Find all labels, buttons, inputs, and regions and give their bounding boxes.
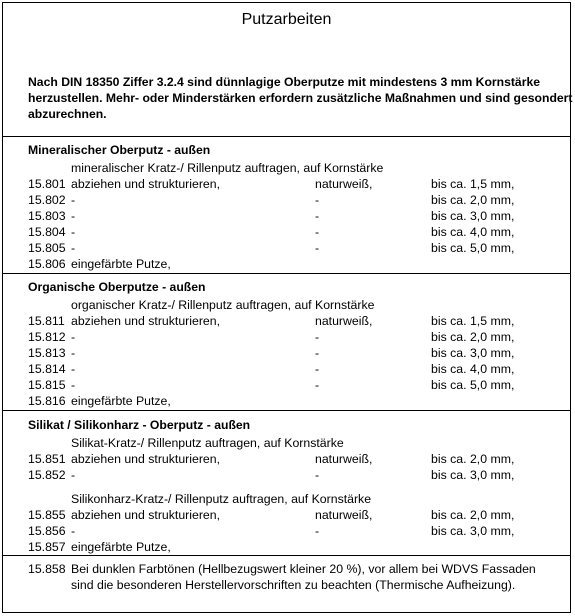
position-row: [3, 507, 570, 523]
position-row: [3, 491, 570, 507]
position-color: -: [315, 378, 320, 392]
position-text: -: [71, 468, 76, 482]
section-divider: [3, 136, 570, 137]
position-row: [3, 361, 570, 377]
position-row: [3, 313, 570, 329]
position-text: organischer Kratz-/ Rillenputz auftragen, auf Kornstärke: [71, 298, 375, 312]
position-row: [3, 393, 570, 409]
position-number: 15.812: [28, 330, 66, 344]
position-text: abziehen und strukturieren,: [71, 314, 221, 328]
section-heading: Silikat / Silikonharz - Oberputz - außen: [28, 418, 251, 432]
position-color: -: [315, 346, 320, 360]
position-number: 15.805: [28, 241, 66, 255]
position-text: eingefärbte Putze,: [71, 257, 171, 271]
position-number: 15.806: [28, 257, 66, 271]
position-text: -: [71, 225, 76, 239]
position-number: 15.851: [28, 452, 66, 466]
position-row: [3, 224, 570, 240]
position-text: -: [71, 362, 76, 376]
section-heading: Mineralischer Oberputz - außen: [28, 143, 211, 157]
position-text: abziehen und strukturieren,: [71, 508, 221, 522]
position-row: [3, 160, 570, 176]
position-grain-size: bis ca. 4,0 mm,: [431, 225, 515, 239]
position-color: naturweiß,: [315, 508, 373, 522]
position-number: 15.801: [28, 177, 66, 191]
position-text: -: [71, 346, 76, 360]
position-color: -: [315, 209, 320, 223]
position-row: [3, 467, 570, 483]
note-line: sind die besonderen Herstellervorschriften zu beachten (Thermische Aufheizung).: [71, 578, 516, 592]
position-row: [3, 240, 570, 256]
position-grain-size: bis ca. 2,0 mm,: [431, 508, 515, 522]
position-text: eingefärbte Putze,: [71, 394, 171, 408]
page-title: Putzarbeiten: [241, 11, 332, 28]
position-text: -: [71, 193, 76, 207]
position-text: Silikonharz-Kratz-/ Rillenputz auftragen, auf Kornstärke: [71, 492, 372, 506]
position-text: -: [71, 209, 76, 223]
note-block: [3, 561, 570, 593]
position-text: eingefärbte Putze,: [71, 540, 171, 554]
position-row: [3, 208, 570, 224]
intro-line: herzustellen. Mehr- oder Minderstärken erfordern zusätzliche Maßnahmen und sind gesondert: [28, 91, 573, 105]
position-grain-size: bis ca. 3,0 mm,: [431, 209, 515, 223]
position-color: -: [315, 225, 320, 239]
position-number: 15.816: [28, 394, 66, 408]
position-grain-size: bis ca. 5,0 mm,: [431, 378, 515, 392]
position-text: -: [71, 241, 76, 255]
position-number: 15.803: [28, 209, 66, 223]
position-row: [3, 176, 570, 192]
position-number: 15.802: [28, 193, 66, 207]
position-row: [3, 192, 570, 208]
position-number: 15.813: [28, 346, 66, 360]
position-number: 15.814: [28, 362, 66, 376]
position-text: mineralischer Kratz-/ Rillenputz auftragen, auf Kornstärke: [71, 161, 384, 175]
intro-paragraph: [28, 74, 573, 122]
position-row: [3, 297, 570, 313]
position-number: 15.855: [28, 508, 66, 522]
intro-line: Nach DIN 18350 Ziffer 3.2.4 sind dünnlagige Oberputze mit mindestens 3 mm Kornstärke: [28, 75, 541, 89]
position-row: [3, 377, 570, 393]
position-number: 15.815: [28, 378, 66, 392]
position-row: [3, 435, 570, 451]
position-number: 15.804: [28, 225, 66, 239]
position-color: naturweiß,: [315, 452, 373, 466]
position-color: -: [315, 330, 320, 344]
position-color: -: [315, 193, 320, 207]
section-divider: [3, 555, 570, 556]
position-color: naturweiß,: [315, 177, 373, 191]
position-color: -: [315, 524, 320, 538]
position-text: abziehen und strukturieren,: [71, 452, 221, 466]
position-row: [3, 539, 570, 555]
position-color: -: [315, 468, 320, 482]
position-grain-size: bis ca. 3,0 mm,: [431, 524, 515, 538]
section-heading: Organische Oberputze - außen: [28, 280, 206, 294]
position-grain-size: bis ca. 2,0 mm,: [431, 452, 515, 466]
position-text: -: [71, 330, 76, 344]
position-grain-size: bis ca. 3,0 mm,: [431, 468, 515, 482]
position-text: -: [71, 378, 76, 392]
position-text: abziehen und strukturieren,: [71, 177, 221, 191]
position-row: [3, 451, 570, 467]
position-color: -: [315, 362, 320, 376]
position-number: 15.858: [28, 562, 66, 576]
intro-line: abzurechnen.: [28, 107, 107, 121]
position-grain-size: bis ca. 3,0 mm,: [431, 346, 515, 360]
position-grain-size: bis ca. 2,0 mm,: [431, 330, 515, 344]
position-number: 15.857: [28, 540, 66, 554]
position-row: [3, 345, 570, 361]
position-number: 15.811: [28, 314, 65, 328]
note-line: Bei dunklen Farbtönen (Hellbezugswert kleiner 20 %), vor allem bei WDVS Fassaden: [71, 562, 536, 576]
position-grain-size: bis ca. 1,5 mm,: [431, 314, 515, 328]
position-text: Silikat-Kratz-/ Rillenputz auftragen, auf Kornstärke: [71, 436, 344, 450]
position-grain-size: bis ca. 2,0 mm,: [431, 193, 515, 207]
position-color: -: [315, 241, 320, 255]
position-grain-size: bis ca. 4,0 mm,: [431, 362, 515, 376]
position-grain-size: bis ca. 1,5 mm,: [431, 177, 515, 191]
position-row: [3, 256, 570, 272]
position-number: 15.852: [28, 468, 66, 482]
position-row: [3, 329, 570, 345]
position-grain-size: bis ca. 5,0 mm,: [431, 241, 515, 255]
section-divider: [3, 273, 570, 274]
document-page: [2, 2, 571, 613]
position-color: naturweiß,: [315, 314, 373, 328]
section-divider: [3, 410, 570, 411]
position-row: [3, 523, 570, 539]
position-text: -: [71, 524, 76, 538]
position-number: 15.856: [28, 524, 66, 538]
